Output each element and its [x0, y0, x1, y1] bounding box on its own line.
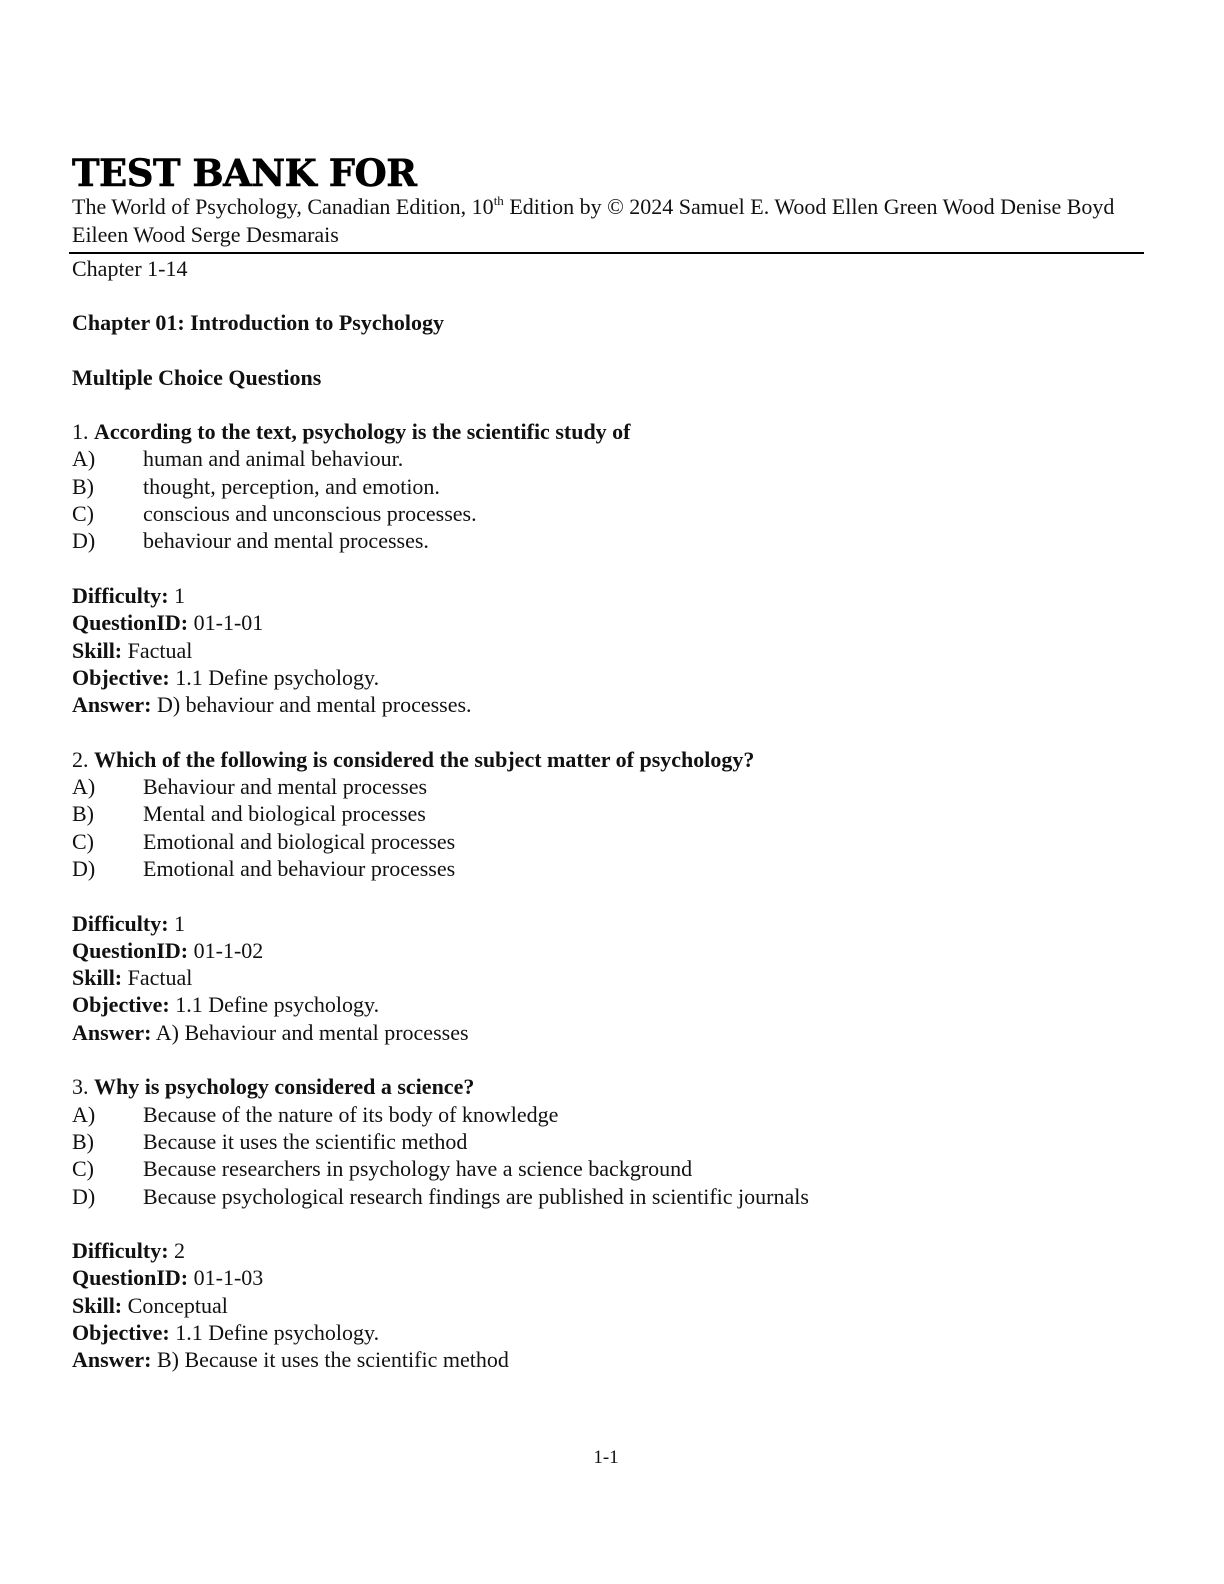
- spacer: [72, 336, 1152, 363]
- question-id-value: 01-1-01: [193, 610, 264, 636]
- objective-row: [72, 1319, 1152, 1346]
- question-number: 3.: [72, 1074, 89, 1100]
- question-number: 2.: [72, 746, 89, 772]
- option-text: Emotional and behaviour processes: [143, 855, 456, 881]
- skill-label: Skill:: [72, 965, 123, 991]
- objective-label: Objective:: [72, 992, 170, 1018]
- answer-option: [72, 1101, 1152, 1128]
- question-stem: [72, 1073, 1152, 1100]
- section-heading: Multiple Choice Questions: [72, 364, 322, 390]
- option-letter: A): [72, 774, 96, 800]
- option-letter: A): [72, 446, 96, 472]
- answer-label: Answer:: [72, 1019, 152, 1045]
- answer-option: [72, 527, 1152, 554]
- difficulty-value: 1: [174, 910, 186, 936]
- subtitle-text-start: The World of Psychology, Canadian Edition, 10: [72, 194, 494, 219]
- skill-row: [72, 637, 1152, 664]
- option-letter: C): [72, 501, 94, 527]
- spacer: [72, 718, 1152, 745]
- skill-row: [72, 1292, 1152, 1319]
- question-text: Which of the following is considered the subject matter of psychology?: [94, 746, 755, 772]
- answer-row: [72, 691, 1152, 718]
- subtitle-text-end: Edition by © 2024 Samuel E. Wood Ellen Green Wood Denise Boyd Eileen Wood Serge Desmarais: [72, 194, 1115, 247]
- difficulty-row: [72, 1237, 1152, 1264]
- spacer: [72, 882, 1152, 909]
- objective-value: 1.1 Define psychology.: [175, 664, 380, 690]
- objective-row: [72, 991, 1152, 1018]
- option-text: human and animal behaviour.: [143, 446, 404, 472]
- skill-value: Conceptual: [127, 1292, 228, 1318]
- difficulty-label: Difficulty:: [72, 910, 169, 936]
- answer-option: [72, 1128, 1152, 1155]
- option-text: behaviour and mental processes.: [143, 528, 429, 554]
- difficulty-row: [72, 910, 1152, 937]
- question-stem: [72, 746, 1152, 773]
- answer-option: [72, 1155, 1152, 1182]
- subtitle-superscript: th: [493, 193, 504, 208]
- option-letter: C): [72, 1156, 94, 1182]
- option-letter: B): [72, 801, 94, 827]
- option-text: thought, perception, and emotion.: [143, 473, 440, 499]
- option-letter: A): [72, 1101, 96, 1127]
- objective-value: 1.1 Define psychology.: [175, 1319, 380, 1345]
- question-id-row: [72, 609, 1152, 636]
- answer-option: [72, 855, 1152, 882]
- skill-label: Skill:: [72, 637, 123, 663]
- option-text: conscious and unconscious processes.: [143, 501, 477, 527]
- answer-label: Answer:: [72, 692, 152, 718]
- option-text: Because it uses the scientific method: [143, 1128, 468, 1154]
- answer-option: [72, 800, 1152, 827]
- objective-value: 1.1 Define psychology.: [175, 992, 380, 1018]
- question-id-label: QuestionID:: [72, 937, 189, 963]
- book-subtitle: [72, 193, 1132, 249]
- answer-option: [72, 500, 1152, 527]
- spacer: [72, 1210, 1152, 1237]
- option-letter: B): [72, 473, 94, 499]
- question-text: According to the text, psychology is the scientific study of: [94, 419, 631, 445]
- spacer: [72, 1046, 1152, 1073]
- option-text: Mental and biological processes: [143, 801, 426, 827]
- answer-row: [72, 1019, 1152, 1046]
- answer-value: D) behaviour and mental processes.: [156, 692, 472, 718]
- skill-label: Skill:: [72, 1292, 123, 1318]
- question-block: [72, 746, 1152, 1046]
- answer-row: [72, 1346, 1152, 1373]
- objective-label: Objective:: [72, 664, 170, 690]
- option-text: Behaviour and mental processes: [143, 774, 428, 800]
- question-id-row: [72, 937, 1152, 964]
- question-block: [72, 418, 1152, 718]
- question-stem: [72, 418, 1152, 445]
- answer-option: [72, 1183, 1152, 1210]
- question-block: [72, 1073, 1152, 1373]
- difficulty-value: 1: [174, 582, 186, 608]
- option-letter: D): [72, 1183, 96, 1209]
- answer-label: Answer:: [72, 1347, 152, 1373]
- difficulty-label: Difficulty:: [72, 1238, 169, 1264]
- document-title: TEST BANK FOR: [72, 151, 417, 195]
- main-content: [72, 309, 1152, 1374]
- answer-value: A) Behaviour and mental processes: [155, 1019, 469, 1045]
- objective-label: Objective:: [72, 1319, 170, 1345]
- question-id-label: QuestionID:: [72, 610, 189, 636]
- answer-value: B) Because it uses the scientific method: [156, 1347, 509, 1373]
- question-id-row: [72, 1264, 1152, 1291]
- question-text: Why is psychology considered a science?: [94, 1074, 475, 1100]
- question-id-label: QuestionID:: [72, 1265, 189, 1291]
- skill-row: [72, 964, 1152, 991]
- option-text: Because researchers in psychology have a science background: [143, 1156, 693, 1182]
- option-letter: D): [72, 528, 96, 554]
- answer-option: [72, 473, 1152, 500]
- option-letter: B): [72, 1128, 94, 1154]
- chapter-heading: Chapter 01: Introduction to Psychology: [72, 310, 444, 335]
- option-text: Emotional and biological processes: [143, 828, 456, 854]
- question-id-value: 01-1-02: [193, 937, 264, 963]
- option-letter: D): [72, 855, 96, 881]
- difficulty-value: 2: [174, 1238, 186, 1264]
- option-letter: C): [72, 828, 94, 854]
- option-text: Because of the nature of its body of knowledge: [143, 1101, 559, 1127]
- answer-option: [72, 445, 1152, 472]
- skill-value: Factual: [127, 637, 193, 663]
- spacer: [72, 555, 1152, 582]
- question-id-value: 01-1-03: [193, 1265, 264, 1291]
- chapter-range: Chapter 1-14: [72, 256, 188, 281]
- objective-row: [72, 664, 1152, 691]
- page-number: 1-1: [593, 1447, 619, 1468]
- skill-value: Factual: [127, 965, 193, 991]
- header-divider: [69, 252, 1144, 254]
- spacer: [72, 391, 1152, 418]
- answer-option: [72, 773, 1152, 800]
- question-number: 1.: [72, 419, 89, 445]
- answer-option: [72, 828, 1152, 855]
- option-text: Because psychological research findings are published in scientific journals: [143, 1183, 809, 1209]
- difficulty-label: Difficulty:: [72, 582, 169, 608]
- difficulty-row: [72, 582, 1152, 609]
